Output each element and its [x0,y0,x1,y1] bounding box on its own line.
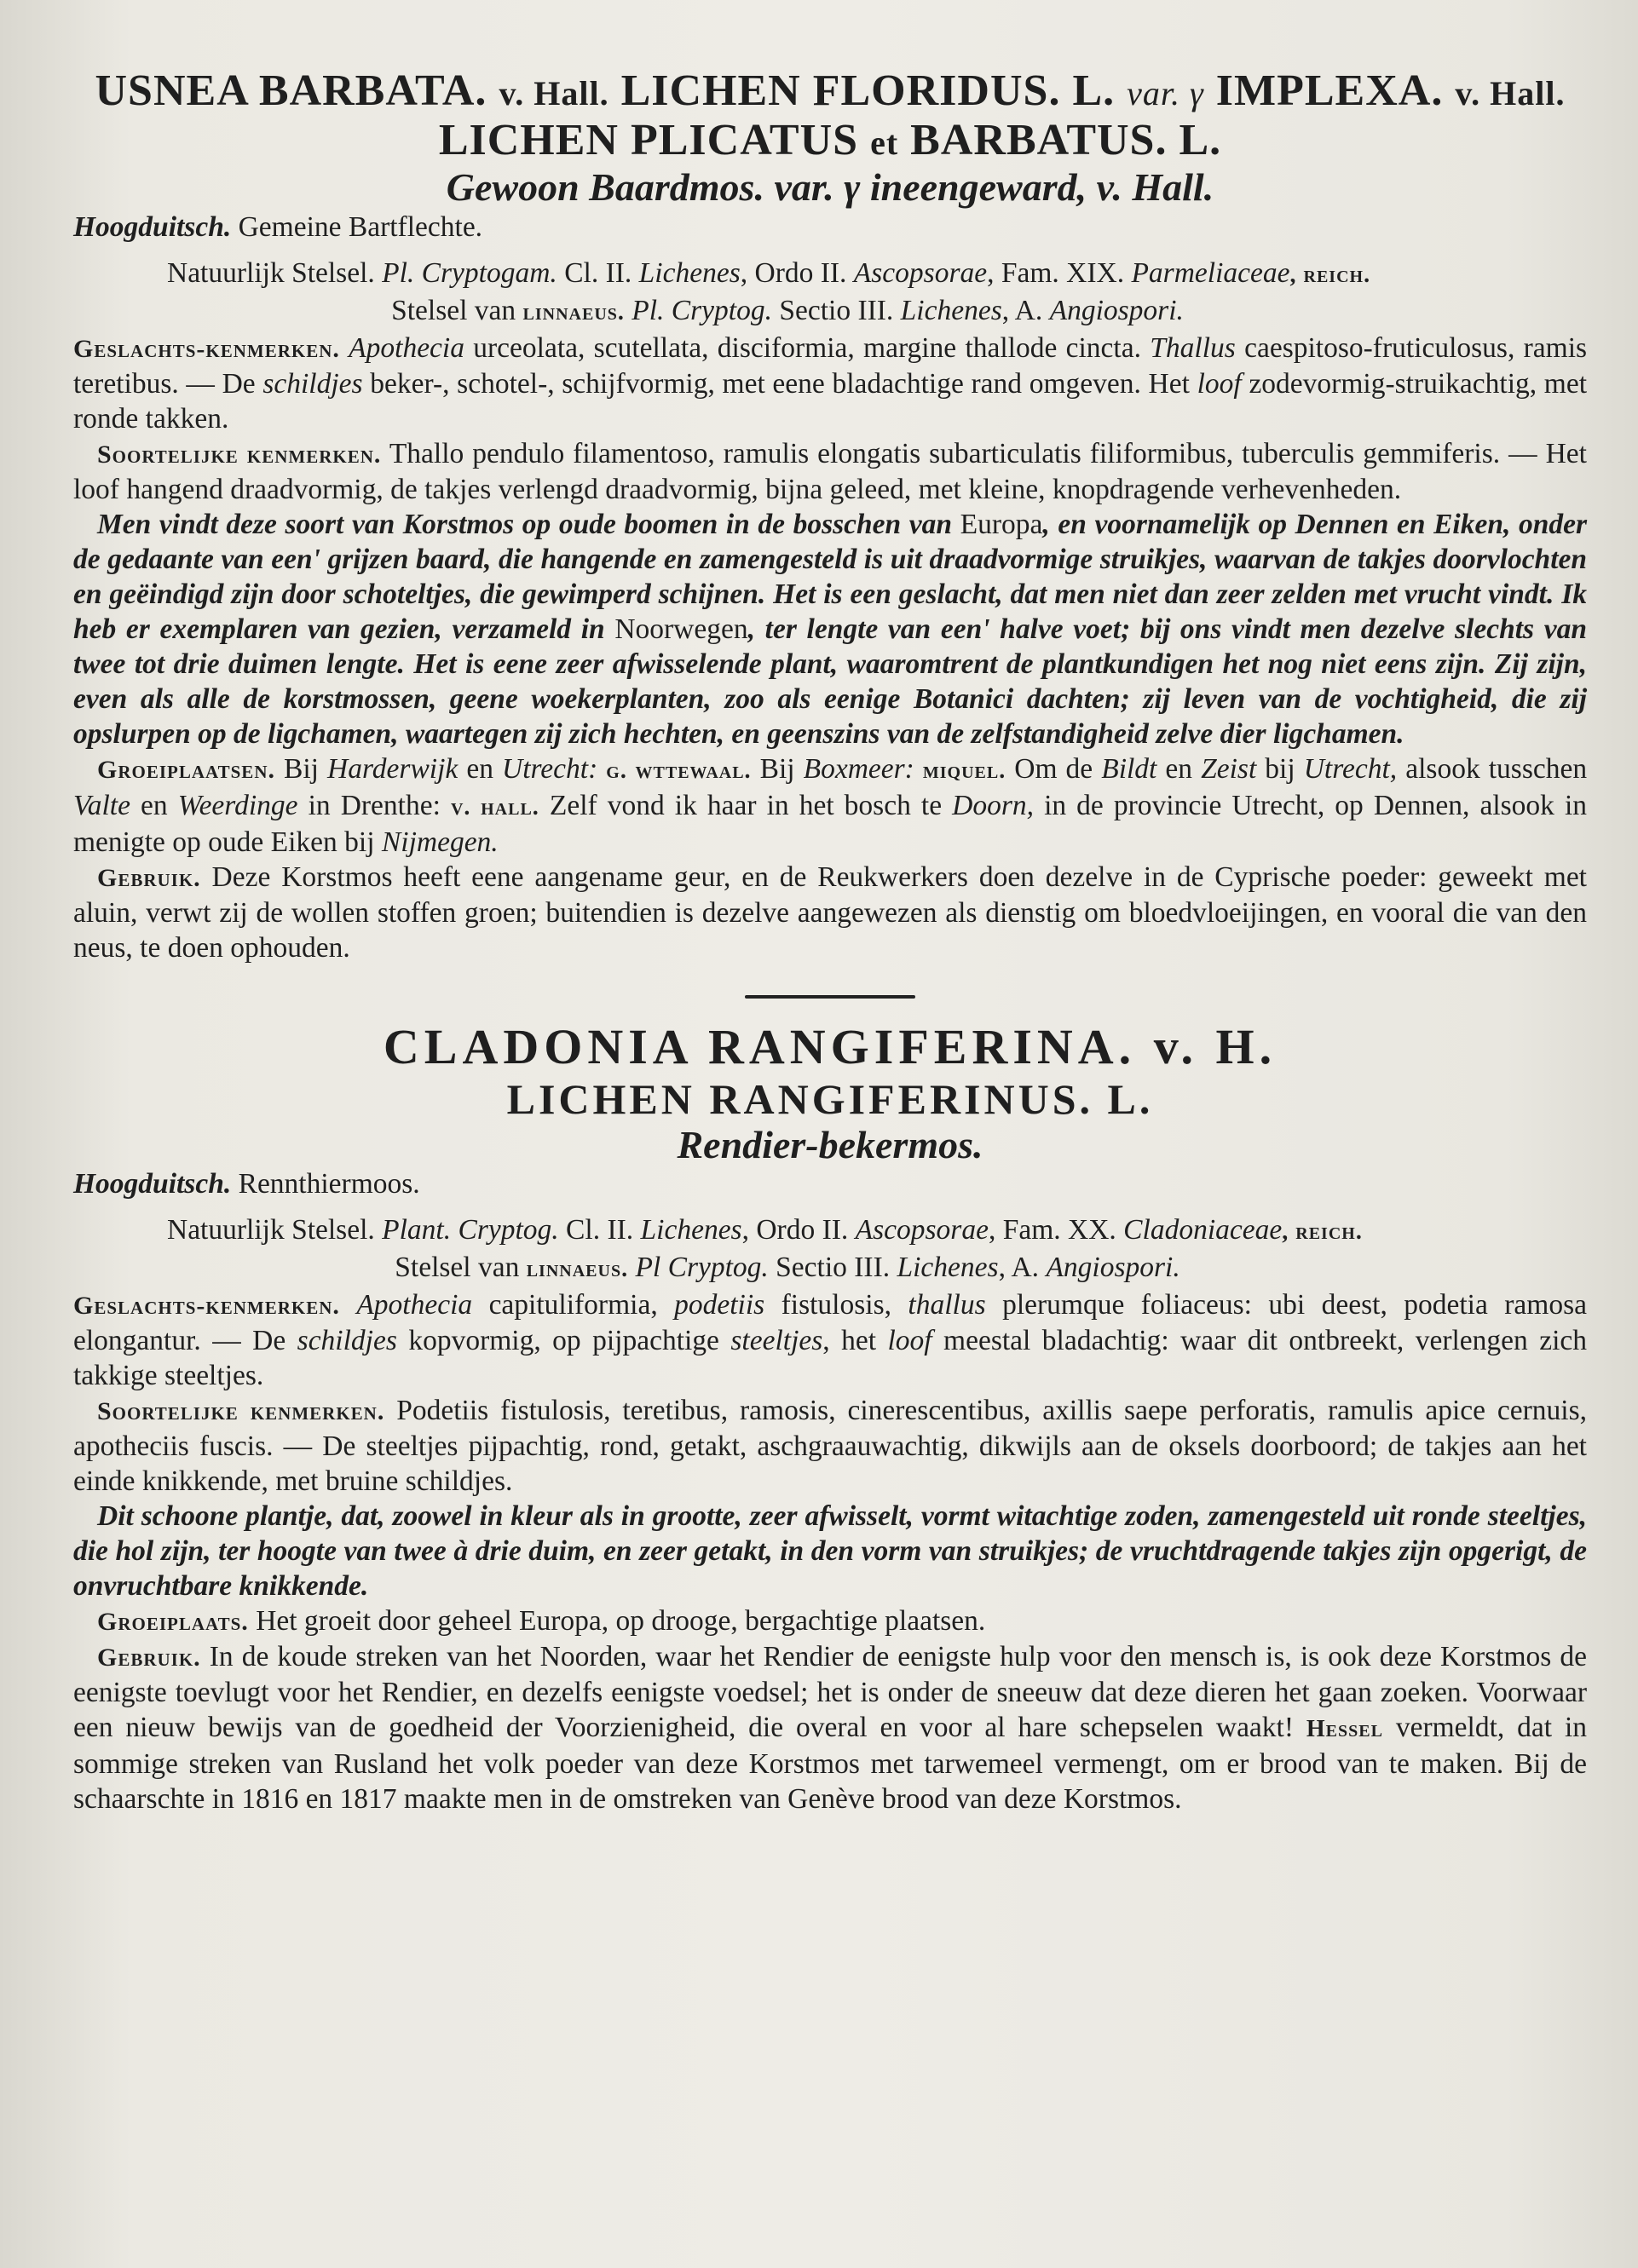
entry-cladonia-rangiferina [73,1020,1587,1816]
val: Podetiis fistulosis, teretibus, ramosis, cinerescentibus, axillis saepe perforatis, ramulis apice cernuis, apotheciis fuscis. — De steeltjes pijpachtig, rond, getakt, aschgraauwachtig, dikwijls aan de oksels doorboord; de takjes aan het einde knikkende, met bruine schildjes. [73,1395,1587,1498]
val: , Fam. XX. [988,1214,1116,1246]
species-name: CLADONIA RANGIFERINA. [383,1018,1137,1074]
label: Gebruik. [97,863,201,892]
val: vermeldt, dat in sommige streken van Rusland het volk poeder van deze Korstmos met tarwemeel vermengt, om er brood van te maken. Bij de schaarschte in 1816 en 1817 maakte men in de omstreken van Genève brood van deze Korstmos. [73,1712,1587,1816]
val: en [466,752,493,785]
val: Bij [759,752,795,785]
val: Parmeliaceae [1131,256,1290,289]
natuurlijk-stelsel [73,256,1587,293]
val: Sectio III. [779,294,894,326]
val: Utrecht, [1303,752,1398,785]
val: In de koude streken van het Noorden, waar het Rendier de eenigste hulp voor den mensch is, is ook deze Korstmos de eenigste toevlugt voor het Rendier, en dezelfs eenigste voedsel; het is onder de sneeuw dat deze dieren het gaan zoeken. Voorwaar een nieuw bewijs van de goedheid der Voorzienigheid, die overal en voor al hare schepselen waakt! [73,1641,1587,1744]
val: , Fam. XIX. [987,256,1125,289]
val: loof [887,1325,932,1357]
val: , Ordo II. [740,256,847,289]
val: in de provincie Utrecht, op Dennen, alsook in menigte op oude Eiken bij [73,789,1588,858]
species-name: USNEA BARBATA. [95,66,487,115]
val: en [1165,752,1193,785]
val: Cl. II. [566,1214,634,1246]
val: Apothecia [349,331,464,364]
val: Lichenes [640,1214,742,1246]
val: linnaeus. [522,298,625,325]
val: bij [1265,752,1295,785]
hoogduitsch-label: Hoogduitsch. [73,210,232,243]
label: Groeiplaatsen. [97,755,275,784]
label: Soortelijke kenmerken. [97,440,382,469]
val: Pl. Cryptog. [632,294,772,326]
hoogduitsch-text: Gemeine Bartflechte. [238,210,483,243]
synonym-et: et [870,124,899,163]
val: caespitoso-fruticulosus, ramis teretibus. — De [73,331,1588,400]
val: , het [822,1325,877,1357]
val: Weerdinge [177,789,298,821]
val: , reich. [1282,1218,1363,1246]
section-divider [73,987,1587,1003]
natuurlijk-stelsel [73,1212,1587,1250]
groeiplaatsen [73,751,1587,860]
val: thallus [908,1289,986,1321]
val: Lichenes [897,1252,999,1284]
label: Geslachts-kenmerken. [73,334,340,363]
entry-title-line2: LICHEN RANGIFERINUS. L. [506,1074,1154,1123]
val: Angiospori. [1046,1252,1180,1284]
val: , en voornamelijk op Dennen en Eiken, onder de gedaante van een' grijzen baard, die hangende en zamengesteld is uit draadvormige struikjes, waarvan de takjes doorvlochten en geëindigd zijn door schoteltjes, die gewimperd schijnen. Het is een geslacht, dat men niet dan zeer zelden met vrucht vindt. Ik heb er exemplaren van gezien, verzameld in [73,508,1587,645]
val: Lichenes [900,294,1002,326]
val: Lichenes [638,256,741,289]
val: , ter lengte van een' halve voet; bij ons vindt men dezelve slechts van twee tot drie duimen lengte. Het is eene zeer afwisselende plant, waaromtrent de plantkundigen het nog niet eens zijn. Zij zijn, even als alle de korstmossen, geene woekerplanten, zoo als eenige Botanici dachten; zij leven van de vochtigheid, die zij opslurpen op de ligchamen, waartegen zij zich hechten, en geenszins van de zelfstandigheid zelve dier ligchamen. [73,613,1587,750]
linnaeus-stelsel [73,293,1587,331]
linnaeus-stelsel [73,1250,1587,1287]
val: loof [1197,367,1242,400]
variety-name: IMPLEXA. [1215,66,1444,115]
val: plerumque foliaceus: ubi deest, podetia ramosa elongantur. — De [73,1289,1587,1357]
val: , A. [998,1252,1040,1284]
val: schildjes [297,1325,397,1357]
val: Harderwijk [327,752,459,785]
val: Pl Cryptog. [635,1252,769,1284]
val: Thallo pendulo filamentoso, ramulis elongatis subarticulatis filiformibus, tuberculis gemmiferis. — Het loof hangend draadvormig, de takjes verlengd draadvormig, bijna geleed, met kleine, knopdragende verhevenheden. [73,437,1587,505]
description [73,507,1587,751]
val: urceolata, scutellata, disciformia, margine thallode cincta. [473,331,1141,364]
val: Pl. Cryptogam. [382,256,557,289]
val: , reich. [1289,261,1371,288]
geslachts-kenmerken [73,1287,1587,1393]
val: meestal bladachtig: waar dit ontbreekt, verlengen zich takkige steeltjes. [73,1325,1588,1392]
val: linnaeus. [526,1256,629,1283]
val: Cladoniaceae [1123,1214,1283,1246]
hoogduitsch-label: Hoogduitsch. [73,1168,232,1200]
soortelijke-kenmerken [73,436,1587,507]
hoogduitsch-text: Rennthiermoos. [238,1168,420,1200]
common-name: Gewoon Baardmos. var. γ ineengeward, v. Hall. [446,165,1214,210]
groeiplaats [73,1603,1587,1639]
entry-title-line2 [73,116,1587,165]
val: Angiospori. [1049,294,1184,326]
label: Natuurlijk Stelsel. [167,256,375,289]
val: Zelf vond ik haar in het bosch te [549,789,943,821]
val: g. wttewaal. [606,757,752,784]
val: schildjes [262,367,363,400]
entry-usnea-barbata [73,66,1587,965]
label: Stelsel van [395,1252,520,1284]
val: Ascopsorae [855,1214,989,1246]
val: steeltjes [730,1325,823,1357]
val: Men vindt deze soort van Korstmos op oude boomen in de bosschen van [97,508,953,540]
val: Boxmeer: [803,752,914,785]
val: Deze Korstmos heeft eene aangename geur, en de Reukwerkers doen dezelve in de Cyprische poeder: geweekt met aluin, verwt zij de wollen stoffen groen; buitendien is dezelve aangewezen als dienstig om bloedvloeijingen, en vooral die van den neus, te doen ophouden. [73,861,1587,964]
entry-title-line1 [73,1020,1587,1075]
val: , Ordo II. [741,1214,849,1246]
val: , A. [1001,294,1043,326]
hoogduitsch-line [73,1166,1587,1202]
val: beker-, schotel-, schijfvormig, met eene bladachtige rand omgeven. Het [370,367,1190,400]
val: capituliformia, [488,1289,658,1321]
val: Zeist [1201,752,1257,785]
label: Stelsel van [391,294,516,326]
label: Soortelijke kenmerken. [97,1397,385,1426]
val: Thallus [1150,331,1236,364]
variety-author: v. Hall. [1455,74,1566,112]
val: Noorwegen [614,613,748,645]
val: Utrecht: [502,752,598,785]
author: v. H. [1153,1018,1278,1074]
geslachts-kenmerken [73,331,1587,436]
val: Sectio III. [776,1252,891,1284]
label: Groeiplaats. [97,1608,249,1637]
val: Cl. II. [564,256,632,289]
val: miquel. [922,757,1006,784]
val: Apothecia [356,1289,473,1321]
val: Hessel [1306,1716,1383,1743]
val: en [141,789,168,821]
gebruik [73,1639,1587,1816]
synonym-2a: LICHEN PLICATUS [438,116,859,165]
synonym: LICHEN FLORIDUS. L. [620,66,1116,115]
synonym-2b: BARBATUS. L. [910,116,1222,165]
val: Bildt [1101,752,1157,785]
entry-title-line1 [73,66,1587,116]
gebruik [73,860,1587,965]
soortelijke-kenmerken [73,1393,1587,1499]
val: Nijmegen. [381,826,499,858]
val: Europa [960,508,1043,540]
val: Het groeit door geheel Europa, op drooge, bergachtige plaatsen. [256,1605,986,1638]
val: fistulosis, [781,1289,891,1321]
val: v. hall. [450,793,539,820]
author: v. Hall. [499,74,609,112]
val: Plant. Cryptog. [382,1214,559,1246]
val: kopvormig, op pijpachtige [408,1325,719,1357]
val: Valte [73,789,130,821]
val: alsook tusschen [1405,752,1588,785]
val: zodevormig-struikachtig, met ronde takken. [73,367,1588,435]
val: in Drenthe: [308,789,441,821]
val: Om de [1014,752,1093,785]
val: Bij [284,752,319,785]
val: podetiis [674,1289,765,1321]
label: Natuurlijk Stelsel. [167,1214,375,1246]
description: Dit schoone plantje, dat, zoowel in kleur als in grootte, zeer afwisselt, vormt witachtige zoden, zamengesteld uit ronde steeltjes, die hol zijn, ter hoogte van twee à drie duim, en zeer getakt, in den vorm van struikjes; de vruchtdragende takjes zijn opgerigt, de onvruchtbare knikkende. [73,1500,1587,1603]
common-name: Rendier-bekermos. [677,1122,983,1166]
hoogduitsch-line [73,210,1587,245]
val: Ascopsorae [853,256,988,289]
label: Geslachts-kenmerken. [73,1292,340,1321]
variety-mark: var. γ [1127,74,1204,112]
label: Gebruik. [97,1643,201,1672]
val: Doorn, [952,789,1034,821]
